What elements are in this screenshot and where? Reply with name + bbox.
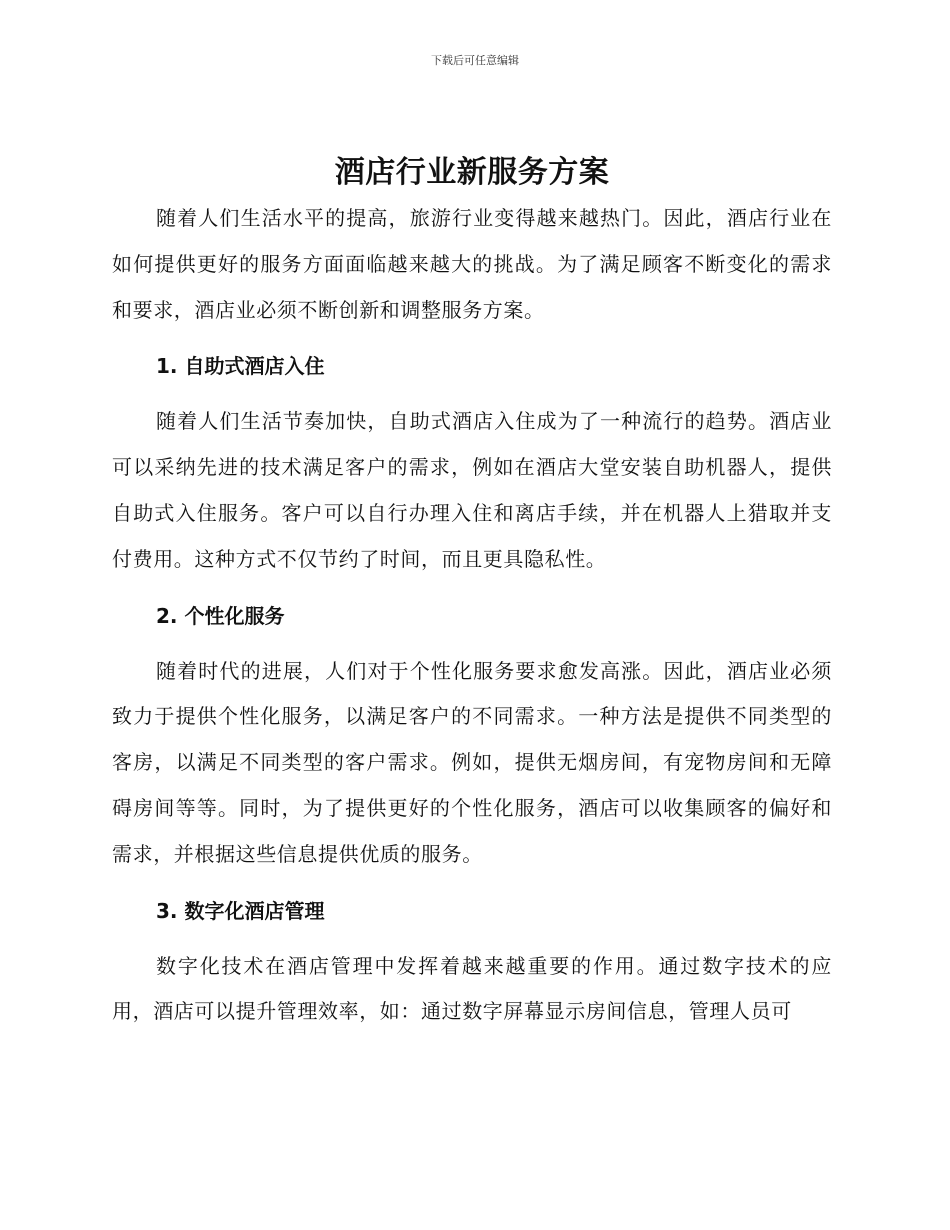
- section-heading-self-checkin: 1. 自助式酒店入住: [156, 354, 325, 379]
- section-heading-personalized-service: 2. 个性化服务: [156, 603, 285, 628]
- section-body-personalized-service: 随着时代的进展，人们对于个性化服务要求愈发高涨。因此，酒店业必须致力于提供个性化服务，以满足客户的不同需求。一种方法是提供不同类型的客房，以满足不同类型的客户需求。例如，提供无烟房间，有宠物房间和无障碍房间等等。同时，为了提供更好的个性化服务，酒店可以收集顾客的偏好和需求，并根据这些信息提供优质的服务。: [112, 658, 832, 866]
- section-body-self-checkin: 随着人们生活节奏加快，自助式酒店入住成为了一种流行的趋势。酒店业可以采纳先进的技术满足客户的需求，例如在酒店大堂安装自助机器人，提供自助式入住服务。客户可以自行办理入住和离店手续，并在机器人上猎取并支付费用。这种方式不仅节约了时间，而且更具隐私性。: [112, 409, 832, 571]
- intro-paragraph: 随着人们生活水平的提高，旅游行业变得越来越热门。因此，酒店行业在如何提供更好的服务方面面临越来越大的挑战。为了满足顾客不断变化的需求和要求，酒店业必须不断创新和调整服务方案。: [112, 206, 832, 322]
- document-body: [112, 150, 832, 1035]
- section-body-digital-management: 数字化技术在酒店管理中发挥着越来越重要的作用。通过数字技术的应用，酒店可以提升管理效率，如：通过数字屏幕显示房间信息，管理人员可: [112, 953, 832, 1024]
- section-heading-digital-management: 3. 数字化酒店管理: [156, 898, 325, 923]
- document-title: 酒店行业新服务方案: [334, 155, 610, 190]
- page-header-note: 下载后可任意编辑: [431, 54, 519, 67]
